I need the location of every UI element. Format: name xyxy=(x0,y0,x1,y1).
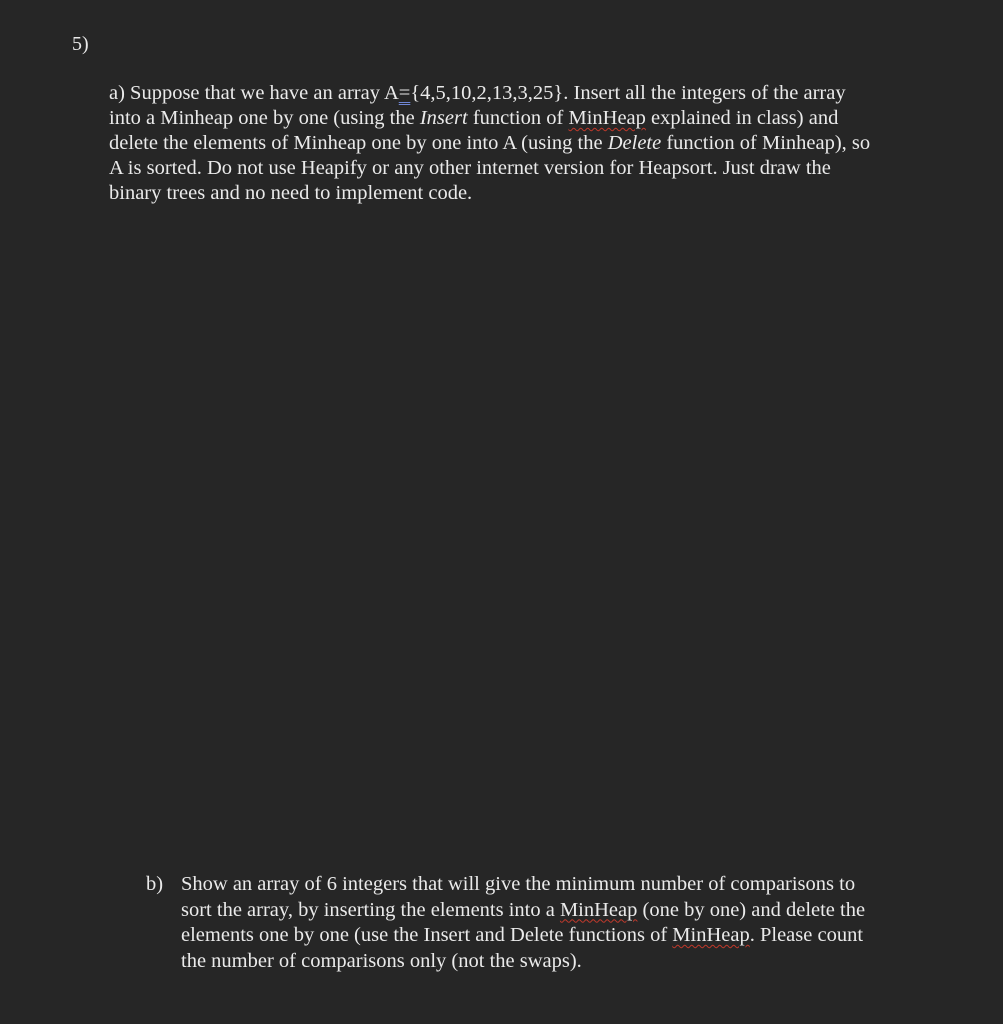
insert-term: Insert xyxy=(419,107,468,129)
spellcheck-flag-minheap: MinHeap xyxy=(559,898,638,921)
question-number: 5) xyxy=(72,33,89,55)
part-a-paragraph xyxy=(109,81,949,206)
part-b-label: b) xyxy=(146,873,164,895)
part-b-line-4: the number of comparisons only (not the swaps). xyxy=(181,949,582,972)
part-a-text: delete the elements of Minheap one by one into A (using the xyxy=(109,132,608,154)
part-a-text: into a Minheap one by one (using the xyxy=(109,107,420,129)
part-a-text: {4,5,10,2,13,3,25}. Insert all the integers of the array xyxy=(410,82,846,104)
part-b-text: (one by one) and delete the xyxy=(637,898,866,921)
part-b-text: elements one by one (use the Insert and Delete functions of xyxy=(181,924,673,946)
part-a-line-3 xyxy=(109,131,949,156)
part-b-text: . Please count xyxy=(749,924,864,946)
part-a-line-5: binary trees and no need to implement code. xyxy=(109,182,473,204)
part-a-text: function of xyxy=(467,107,569,129)
part-a-line-1 xyxy=(109,81,949,106)
part-a-line-2 xyxy=(109,106,949,131)
spellcheck-flag-minheap: MinHeap xyxy=(568,107,646,129)
part-a-text: explained in class) and xyxy=(645,107,839,129)
part-b-line-1: Show an array of 6 integers that will give the minimum number of comparisons to xyxy=(181,873,856,895)
part-b-line-3 xyxy=(181,923,941,949)
grammar-flag-equals: = xyxy=(398,82,411,104)
part-b-line-2 xyxy=(181,898,941,924)
part-a-text: a) Suppose that we have an array A xyxy=(109,82,399,104)
delete-term: Delete xyxy=(607,132,662,154)
part-b-body xyxy=(181,872,941,974)
spellcheck-flag-minheap: MinHeap xyxy=(672,924,750,946)
part-b-text: sort the array, by inserting the elements into a xyxy=(181,898,560,921)
part-a-text: function of Minheap), so xyxy=(661,132,871,154)
part-a-line-4: A is sorted. Do not use Heapify or any other internet version for Heapsort. Just draw the xyxy=(109,157,831,179)
